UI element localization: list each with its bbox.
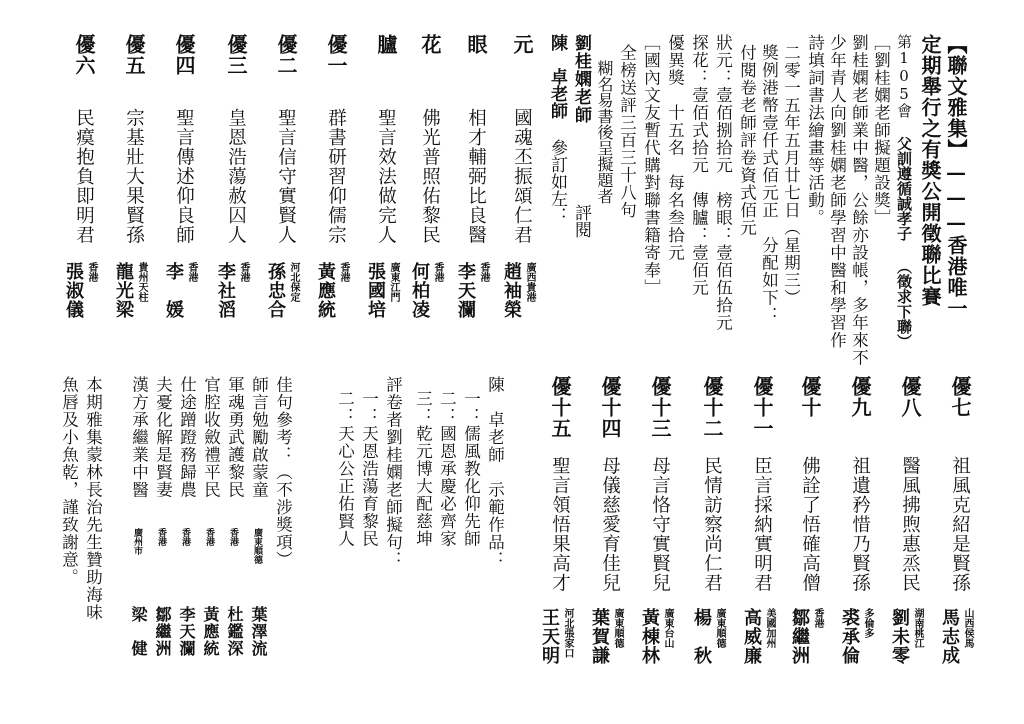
- example-2: 二：國恩承慶必齊家: [437, 390, 457, 548]
- reference-name: 梁 健: [129, 606, 148, 657]
- result-place: 廣東順德: [612, 608, 623, 648]
- prize-line-2: 付閱卷老師評卷資式佰元: [737, 44, 757, 237]
- result-rank: 優四: [172, 34, 196, 76]
- result-name: 張國培: [365, 262, 386, 319]
- result-name: 趙袖榮: [501, 262, 522, 319]
- example-3: 三：乾元博大配慈坤: [413, 390, 433, 548]
- result-line: 醫風拂煦惠烝民: [899, 456, 921, 593]
- thanks-line-1: 本期雅集蒙林長治先生贊助海味: [83, 376, 103, 621]
- judge1-role: 評閱: [571, 204, 591, 238]
- result-line: 母言恪守實賢兒: [649, 456, 671, 593]
- result-place: 湖南桃江: [912, 608, 923, 648]
- result-line: 聖言傳述仰良師: [173, 108, 195, 245]
- result-name: 裘承倫: [839, 608, 860, 665]
- result-line: 宗基壯大果賢孫: [123, 108, 145, 245]
- prize-line-3: 狀元：壹佰捌拾元 榜眼：壹佰伍拾元: [713, 34, 733, 332]
- result-name: 李天瀾: [455, 262, 476, 319]
- result-rank: 優九: [848, 376, 872, 418]
- result-place: 河北張家口: [562, 608, 573, 658]
- reference-place: 香港: [180, 528, 190, 546]
- result-rank: 優二: [274, 34, 298, 76]
- examples-header: 陳 卓老師 示範作品：: [485, 376, 505, 569]
- result-line: 祖遺矜惜乃賢孫: [849, 456, 871, 593]
- result-place: 香港: [432, 262, 443, 282]
- prize-line-1: 獎例港幣壹仟式佰元正 分配如下：: [759, 44, 779, 324]
- reference-line: 軍魂勇武護黎民: [225, 376, 245, 499]
- result-name: 馬志成: [939, 608, 960, 665]
- judge1-line: [571, 34, 591, 238]
- result-place: 香港: [86, 262, 97, 282]
- title-right: 香港唯一: [944, 235, 968, 319]
- reference-line: 仕途蹭蹬務歸農: [177, 376, 197, 499]
- bio-line-3: 詩填詞書法繪畫等活動。: [805, 34, 825, 227]
- reference-line: 夫憂化解是賢妻: [153, 376, 173, 499]
- result-name: 孫忠合: [265, 262, 286, 319]
- result-name: 何柏凌: [409, 262, 430, 319]
- theme-note: （徵求下聯）: [895, 259, 913, 349]
- result-line: 民瘼抱負即明君: [73, 108, 95, 245]
- result-line: 臣言採納實明君: [751, 456, 773, 593]
- result-rank: 優十二: [700, 376, 724, 439]
- result-rank: 優六: [72, 34, 96, 76]
- total-line: 全榜送評三百三十八句: [617, 44, 637, 219]
- title-line-1: [946, 34, 966, 319]
- result-place: 香港: [812, 608, 823, 628]
- result-name: 鄒繼洲: [789, 608, 810, 665]
- result-name: 李社滔: [215, 262, 236, 319]
- bio-line-2: 少年青人向劉桂嫻老師學習中醫和學習作: [827, 34, 847, 349]
- result-rank: 元: [510, 34, 534, 55]
- result-rank: 花: [418, 34, 442, 55]
- result-name: 龍光梁: [113, 262, 134, 319]
- result-name: 葉賀謙: [589, 608, 610, 665]
- session-line: [896, 34, 911, 349]
- judge1-name: 劉桂嫻老師: [571, 34, 591, 124]
- result-place: 廣西貴港: [524, 262, 535, 302]
- result-rank: 優十一: [750, 376, 774, 439]
- sponsor-line: ［國內文友暫代購對聯書籍寄奉］: [641, 34, 661, 297]
- reference-header: 佳句參考：（不涉獎項）: [273, 376, 293, 569]
- reference-line: 漢方承繼業中醫: [129, 376, 149, 499]
- result-place: 美國加州: [764, 608, 775, 648]
- result-rank: 優十: [798, 376, 822, 418]
- date-line: 二零一五年五月廿七日（星期三）: [781, 44, 801, 307]
- result-place: 香港: [338, 262, 349, 282]
- result-rank: 優八: [898, 376, 922, 418]
- example2-2: 二：天心公正佑賢人: [335, 390, 355, 548]
- result-name: 劉未零: [889, 608, 910, 665]
- result-rank: 優三: [224, 34, 248, 76]
- reference-name: 黃應統: [201, 606, 220, 657]
- result-place: 貴州天柱: [136, 262, 147, 302]
- result-place: 廣東順德: [714, 608, 725, 648]
- page-title: 定期舉行之有獎公開徵聯比賽: [918, 34, 942, 307]
- result-line: 佛詮了悟確高僧: [799, 456, 821, 593]
- result-line: 聖言效法做完人: [375, 108, 397, 245]
- reference-place: 香港: [204, 528, 214, 546]
- result-line: 群書研習仰儒宗: [325, 108, 347, 245]
- calligraphy-line: 糊名易書後呈擬題者: [595, 60, 614, 204]
- result-rank: 優十五: [548, 376, 572, 439]
- result-name: 張淑儀: [63, 262, 84, 319]
- result-line: 聖言信守實賢人: [275, 108, 297, 245]
- result-place: 廣東台山: [662, 608, 673, 648]
- result-place: 廣東江門: [388, 262, 399, 302]
- judge2-line: [548, 34, 565, 224]
- result-name: 王天明: [539, 608, 560, 665]
- result-place: 河北保定: [288, 262, 299, 302]
- result-name: 黃應統: [315, 262, 336, 319]
- result-rank: 眼: [464, 34, 488, 55]
- result-name: 高威廉: [741, 608, 762, 665]
- result-place: 香港: [478, 262, 489, 282]
- result-rank: 優五: [122, 34, 146, 76]
- result-line: 聖言領悟果高才: [549, 456, 571, 593]
- reference-name: 李天瀾: [177, 606, 196, 657]
- result-line: 佛光普照佑黎民: [419, 108, 441, 245]
- result-rank: 優一: [324, 34, 348, 76]
- judge2-role: 參訂如左：: [547, 139, 567, 224]
- examples2-header: 評卷者劉桂嫻老師擬句：: [383, 376, 403, 569]
- reference-line: 師言勉勵啟蒙童: [249, 376, 269, 499]
- result-place: 山西侯馬: [962, 608, 973, 648]
- reference-name: 杜鑑深: [225, 606, 244, 657]
- result-line: 祖風克紹是賢孫: [949, 456, 971, 593]
- prize-line-4: 探花：壹佰式拾元 傳臚：壹佰元: [689, 34, 709, 297]
- example2-1: 一：天恩浩蕩育黎民: [359, 390, 379, 548]
- result-rank: 優十四: [598, 376, 622, 439]
- result-rank: 臚: [374, 34, 398, 55]
- title-dash: ———: [944, 160, 968, 235]
- judge2-name: 陳 卓老師: [547, 34, 567, 119]
- session-number: 第105會: [895, 34, 913, 118]
- result-name: 李 媛: [163, 262, 184, 319]
- result-name: 黃棟林: [639, 608, 660, 665]
- result-place: 多倫多: [862, 608, 873, 638]
- theme-text: 父訓遵循誠孝子: [895, 136, 913, 241]
- title-bracket: 【聯文雅集】: [944, 34, 968, 160]
- reference-place: 香港: [156, 528, 166, 546]
- bio-line-1: 劉桂嫻老師業中醫，公餘亦設帳，多年來不: [849, 34, 869, 367]
- result-line: 民情訪察尚仁君: [701, 456, 723, 593]
- reference-place: 廣東順德: [252, 528, 262, 564]
- result-line: 相才輔弼比良醫: [465, 108, 487, 245]
- result-line: 國魂丕振頌仁君: [511, 108, 533, 245]
- setter-line: ［劉桂嫻老師擬題設獎］: [871, 34, 891, 227]
- result-rank: 優十三: [648, 376, 672, 439]
- example-1: 一：儒風教化仰先師: [461, 390, 481, 548]
- reference-name: 鄒繼洲: [153, 606, 172, 657]
- result-name: 楊 秋: [691, 608, 712, 665]
- result-place: 香港: [238, 262, 249, 282]
- prize-line-5: 優異獎 十五名 每名叁拾元: [665, 34, 685, 262]
- reference-place: 香港: [228, 528, 238, 546]
- reference-place: 廣州市: [132, 528, 142, 555]
- reference-line: 官腔收斂禮平民: [201, 376, 221, 499]
- thanks-line-2: 魚唇及小魚乾，謹致謝意。: [59, 376, 79, 586]
- result-line: 皇恩浩蕩赦囚人: [225, 108, 247, 245]
- result-rank: 優七: [948, 376, 972, 418]
- result-place: 香港: [186, 262, 197, 282]
- reference-name: 葉澤流: [249, 606, 268, 657]
- result-line: 母儀慈愛育佳兒: [599, 456, 621, 593]
